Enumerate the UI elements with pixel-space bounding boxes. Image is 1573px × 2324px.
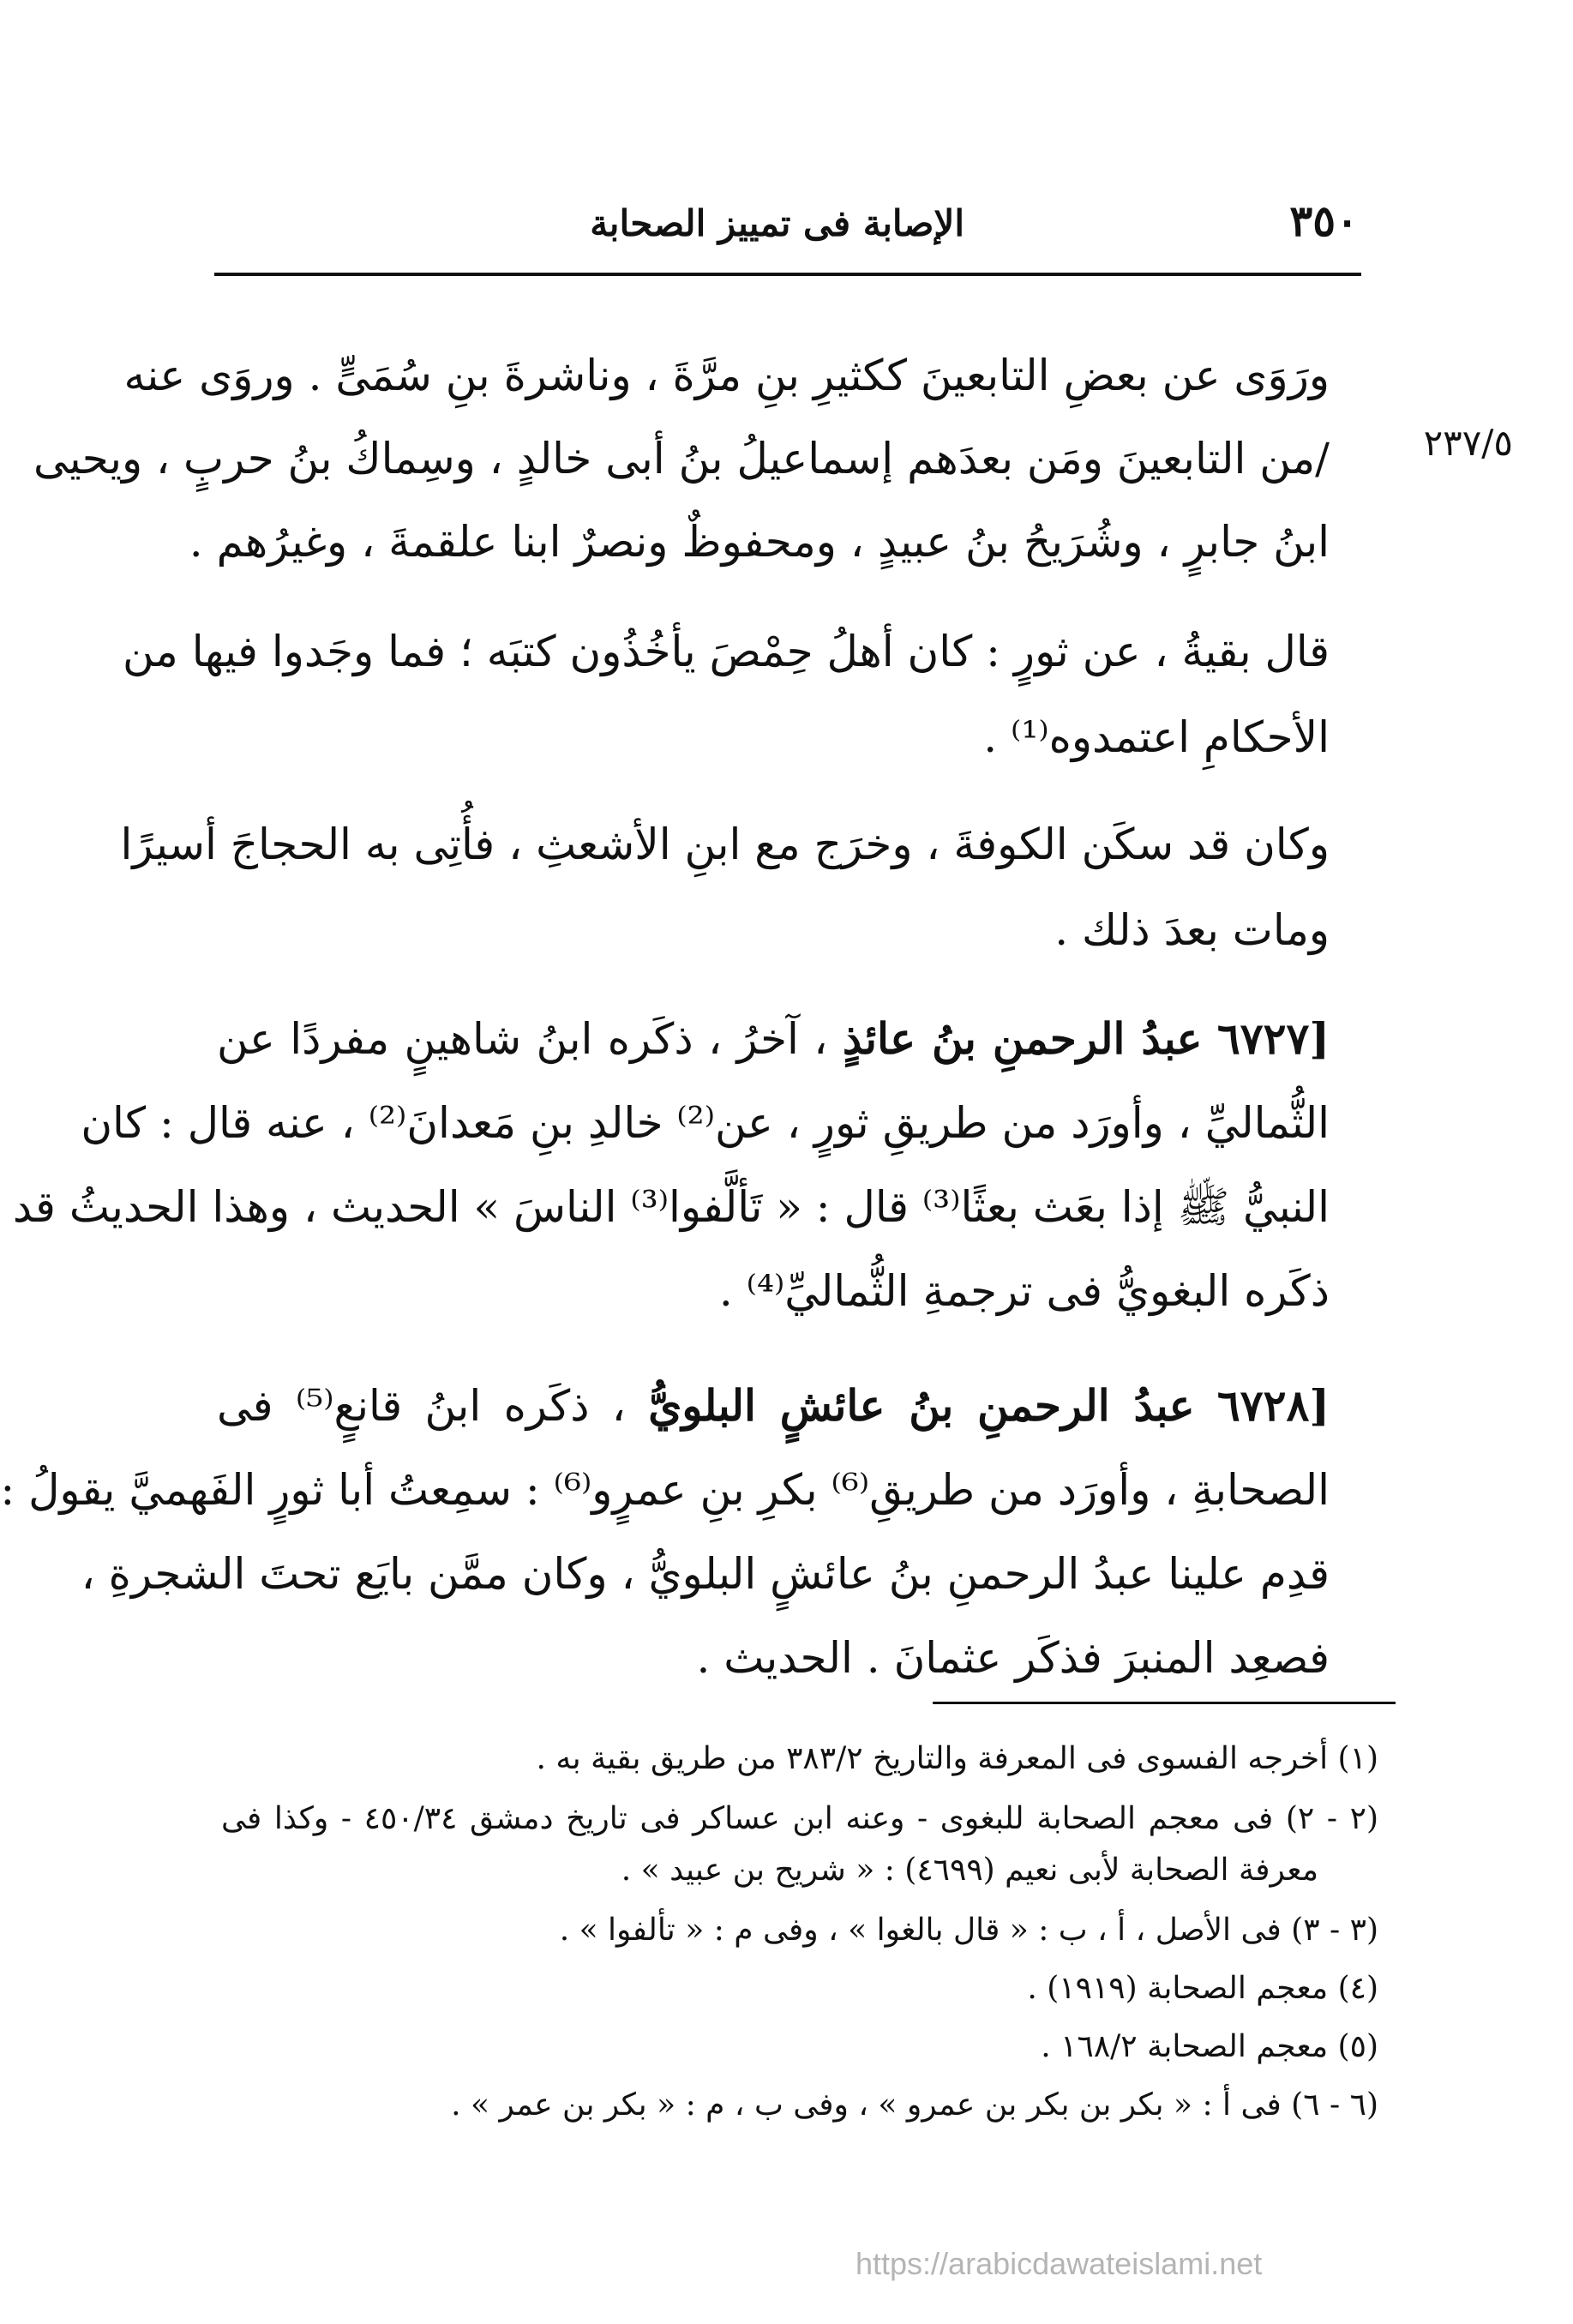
page-number: ٣٥٠	[1289, 195, 1359, 246]
footnote-rule	[933, 1702, 1396, 1704]
body-line: الأحكامِ اعتمدوه⁽¹⁾ .	[983, 712, 1330, 762]
body-line: وكان قد سكَن الكوفةَ ، وخرَج مع ابنِ الأشعثِ ، فأُتِى به الحجاجَ أسيرًا	[120, 820, 1330, 869]
entry-text: ، آخرُ ، ذكَره ابنُ شاهينٍ مفردًا عن	[217, 1014, 828, 1064]
body-line: قال بقيةُ ، عن ثورٍ : كان أهلُ حِمْصَ يأخُذُون كتبَه ؛ فما وجَدوا فيها من	[122, 627, 1330, 676]
entry-name: عبدُ الرحمنِ بنُ عائذٍ	[842, 1013, 1203, 1064]
footnote: (١) أخرجه الفسوى فى المعرفة والتاريخ ٣٨٣/٢ من طريق بقية به .	[536, 1741, 1378, 1776]
footnote-continuation: معرفة الصحابة لأبى نعيم (٤٦٩٩) : « شريح بن عبيد » .	[621, 1853, 1318, 1888]
margin-volume-page-reference: ٢٣٧/٥	[1423, 422, 1513, 464]
body-line: ذكَره البغويُّ فى ترجمةِ الثُّماليِّ⁽⁴⁾ .	[718, 1266, 1330, 1316]
entry-name: عبدُ الرحمنِ بنُ عائشٍ البلويُّ	[648, 1380, 1195, 1431]
footnote: (٢ - ٢) فى معجم الصحابة للبغوى - وعنه ابن عساكر فى تاريخ دمشق ٤٥٠/٣٤ - وكذا فى	[221, 1801, 1378, 1836]
body-line: النبيُّ ﷺ إذا بعَث بعثًا⁽³⁾ قال : « تَألَّفوا⁽³⁾ الناسَ » الحديث ، وهذا الحديثُ قد	[12, 1182, 1330, 1232]
entry-heading-line	[217, 1372, 1330, 1440]
entry-text: ، ذكَره ابنُ قانعٍ⁽⁵⁾ فى	[217, 1381, 626, 1431]
footnote: (٦ - ٦) فى أ : « بكر بن بكر بن عمرو » ، وفى ب ، م : « بكر بن عمر » .	[451, 2087, 1378, 2123]
body-line: ابنُ جابرٍ ، وشُرَيحُ بنُ عبيدٍ ، ومحفوظٌ ونصرٌ ابنا علقمةَ ، وغيرُهم .	[189, 517, 1330, 567]
body-line: الثُّماليِّ ، وأورَد من طريقِ ثورٍ ، عن⁽²⁾ خالدِ بنِ مَعدانَ⁽²⁾ ، عنه قال : كان	[81, 1098, 1330, 1148]
footnote: (٣ - ٣) فى الأصل ، أ ، ب : « قال بالغوا » ، وفى م : « تألفوا » .	[559, 1913, 1378, 1948]
body-line: /من التابعينَ ومَن بعدَهم إسماعيلُ بنُ أبى خالدٍ ، وسِماكُ بنُ حربٍ ، ويحيى	[33, 434, 1330, 483]
body-line: فصعِد المنبرَ فذكَر عثمانَ . الحديث .	[696, 1633, 1330, 1683]
body-line: ومات بعدَ ذلك .	[1054, 905, 1330, 955]
body-line: ورَوَى عن بعضِ التابعينَ ككثيرِ بنِ مرَّةَ ، وناشرةَ بنِ سُمَىٍّ . وروَى عنه	[123, 351, 1330, 400]
running-title: الإصابة فى تمييز الصحابة	[590, 202, 964, 244]
entry-heading-line	[217, 1005, 1330, 1073]
header-rule	[214, 273, 1361, 276]
watermark-url: https://arabicdawateislami.net	[856, 2246, 1263, 2281]
footnote: (٤) معجم الصحابة (١٩١٩) .	[1027, 1971, 1378, 2006]
entry-number: [٦٧٢٧	[1216, 1013, 1330, 1064]
footnote: (٥) معجم الصحابة ١٦٨/٢ .	[1041, 2029, 1378, 2064]
body-line: الصحابةِ ، وأورَد من طريقِ⁽⁶⁾ بكرِ بنِ عمرٍو⁽⁶⁾ : سمِعتُ أبا ثورٍ الفَهميَّ يقولُ :	[0, 1465, 1330, 1515]
entry-number: [٦٧٢٨	[1216, 1380, 1330, 1431]
body-line: قدِم علينا عبدُ الرحمنِ بنُ عائشٍ البلويُّ ، وكان ممَّن بايَع تحتَ الشجرةِ ،	[81, 1549, 1330, 1599]
